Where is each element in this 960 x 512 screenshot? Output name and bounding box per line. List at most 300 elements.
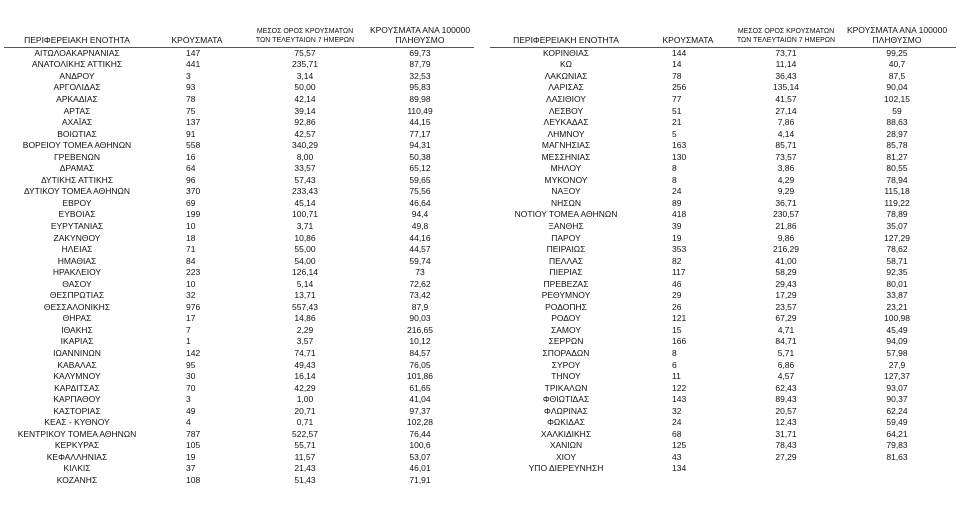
per100k-cell: 78,89 — [886, 209, 908, 220]
table-header-row — [4, 18, 474, 47]
per100k-cell: 44,15 — [409, 117, 431, 128]
table-row — [4, 417, 474, 429]
table-row — [490, 290, 956, 302]
region-cell: ΑΝΔΡΟΥ — [59, 70, 95, 81]
region-cell: ΤΗΝΟΥ — [551, 371, 581, 382]
avg7-cell: 7,86 — [777, 117, 795, 128]
cases-cell: 976 — [186, 301, 201, 312]
table-row — [4, 267, 474, 279]
table-row — [490, 278, 956, 290]
cases-cell: 15 — [672, 324, 682, 335]
region-cell: ΥΠΟ ΔΙΕΡΕΥΝΗΣΗ — [528, 463, 604, 474]
cases-cell: 93 — [186, 82, 196, 93]
avg7-cell: 1,00 — [296, 394, 314, 405]
per100k-cell: 90,04 — [886, 82, 908, 93]
region-cell: ΛΗΜΝΟΥ — [547, 128, 585, 139]
region-cell: ΘΕΣΠΡΩΤΙΑΣ — [49, 290, 105, 301]
avg7-cell: 4,71 — [777, 324, 795, 335]
region-cell: ΗΡΑΚΛΕΙΟΥ — [52, 267, 102, 278]
cases-cell: 8 — [672, 163, 677, 174]
table-row — [490, 313, 956, 325]
table-row — [4, 325, 474, 337]
per100k-cell: 97,37 — [409, 405, 431, 416]
cases-cell: 163 — [672, 140, 687, 151]
table-row — [4, 290, 474, 302]
avg7-cell — [734, 463, 838, 475]
per100k-cell: 28,97 — [886, 128, 908, 139]
region-cell: ΕΥΒΟΙΑΣ — [58, 209, 96, 220]
avg7-cell: 10,86 — [294, 232, 316, 243]
table-row — [4, 475, 474, 487]
cases-cell: 121 — [672, 313, 687, 324]
avg7-cell: 29,43 — [775, 278, 797, 289]
cases-cell: 122 — [672, 382, 687, 393]
table-row — [490, 128, 956, 140]
per100k-cell: 46,01 — [409, 463, 431, 474]
per100k-cell: 64,21 — [886, 428, 908, 439]
region-cell: ΠΕΛΛΑΣ — [548, 255, 584, 266]
avg7-cell: 57,43 — [294, 174, 316, 185]
region-cell: ΔΡΑΜΑΣ — [59, 163, 95, 174]
avg7-cell: 58,29 — [775, 267, 797, 278]
avg7-cell: 33,57 — [294, 163, 316, 174]
region-cell: ΞΑΝΘΗΣ — [548, 220, 584, 231]
avg7-cell: 100,71 — [292, 209, 318, 220]
table-row — [490, 336, 956, 348]
per100k-cell: 94,09 — [886, 336, 908, 347]
region-cell: ΚΑΡΔΙΤΣΑΣ — [54, 382, 100, 393]
per100k-cell: 59,65 — [409, 174, 431, 185]
avg7-cell: 45,14 — [294, 197, 316, 208]
cases-cell: 26 — [672, 301, 682, 312]
avg7-cell: 9,29 — [777, 186, 795, 197]
cases-cell: 49 — [186, 405, 196, 416]
left-cases-table — [4, 18, 474, 486]
table-row — [4, 82, 474, 94]
cases-cell: 21 — [672, 117, 682, 128]
cases-cell: 37 — [186, 463, 196, 474]
region-cell: ΕΒΡΟΥ — [62, 197, 92, 208]
per100k-cell: 115,18 — [884, 186, 910, 197]
table-row — [4, 175, 474, 187]
per100k-cell: 94,4 — [411, 209, 429, 220]
cases-cell: 71 — [186, 244, 196, 255]
cases-cell: 18 — [186, 232, 196, 243]
per100k-cell: 94,31 — [409, 140, 431, 151]
avg7-cell: 4,29 — [777, 174, 795, 185]
per100k-cell: 53,07 — [409, 451, 431, 462]
table-row — [4, 198, 474, 210]
per100k-cell: 72,62 — [409, 278, 431, 289]
per100k-cell: 10,12 — [409, 336, 431, 347]
cases-cell: 95 — [186, 359, 196, 370]
cases-cell: 7 — [186, 324, 191, 335]
region-cell: ΚΟΖΑΝΗΣ — [56, 475, 98, 485]
cases-cell: 6 — [672, 359, 677, 370]
region-cell: ΕΥΡΥΤΑΝΙΑΣ — [50, 220, 104, 231]
region-cell: ΜΕΣΣΗΝΙΑΣ — [541, 151, 591, 162]
header-avg7: ΜΕΣΟΣ ΟΡΟΣ ΚΡΟΥΣΜΑΤΩΝ ΤΩΝ ΤΕΛΕΥΤΑΙΩΝ 7 ΗΜΕΡΩΝ — [734, 18, 838, 47]
region-cell: ΡΟΔΟΠΗΣ — [545, 301, 587, 312]
table-row — [490, 221, 956, 233]
cases-cell: 353 — [672, 244, 687, 255]
per100k-cell: 100,98 — [884, 313, 910, 324]
per100k-cell: 85,78 — [886, 140, 908, 151]
avg7-cell: 23,57 — [775, 301, 797, 312]
avg7-cell: 21,43 — [294, 463, 316, 474]
table-row — [4, 302, 474, 314]
region-cell: ΧΑΛΚΙΔΙΚΗΣ — [540, 428, 592, 439]
avg7-cell: 55,00 — [294, 244, 316, 255]
per100k-cell: 80,55 — [886, 163, 908, 174]
cases-cell: 39 — [672, 220, 682, 231]
cases-cell: 17 — [186, 313, 196, 324]
per100k-cell: 95,83 — [409, 82, 431, 93]
table-row — [490, 59, 956, 71]
region-cell: ΑΡΚΑΔΙΑΣ — [56, 93, 98, 104]
per100k-cell: 61,65 — [409, 382, 431, 393]
cases-cell: 96 — [186, 174, 196, 185]
region-cell: ΦΘΙΩΤΙΔΑΣ — [542, 394, 590, 405]
avg7-cell: 39,14 — [294, 105, 316, 116]
avg7-cell: 36,43 — [775, 70, 797, 81]
per100k-cell: 76,44 — [409, 428, 431, 439]
per100k-cell: 93,07 — [886, 382, 908, 393]
avg7-cell: 230,57 — [773, 209, 799, 220]
table-row — [490, 105, 956, 117]
avg7-cell: 13,71 — [294, 290, 316, 301]
per100k-cell: 79,83 — [886, 440, 908, 451]
region-cell: ΠΙΕΡΙΑΣ — [549, 267, 583, 278]
table-row — [4, 140, 474, 152]
avg7-cell: 3,14 — [296, 70, 314, 81]
avg7-cell: 73,57 — [775, 151, 797, 162]
cases-cell: 199 — [186, 209, 201, 220]
region-cell: ΧΙΟΥ — [555, 451, 577, 462]
table-row — [4, 105, 474, 117]
table-row — [4, 47, 474, 59]
region-cell: ΣΕΡΡΩΝ — [548, 336, 584, 347]
region-cell: ΚΕΦΑΛΛΗΝΙΑΣ — [46, 451, 108, 462]
region-cell: ΛΕΣΒΟΥ — [548, 105, 584, 116]
table-row — [490, 325, 956, 337]
cases-cell: 8 — [672, 347, 677, 358]
cases-cell: 51 — [672, 105, 682, 116]
table-row — [490, 371, 956, 383]
cases-cell: 24 — [672, 417, 682, 428]
table-row — [490, 429, 956, 441]
cases-cell: 137 — [186, 117, 201, 128]
per100k-cell: 127,29 — [884, 232, 910, 243]
avg7-cell: 11,57 — [294, 451, 316, 462]
cases-cell: 134 — [672, 463, 687, 474]
per100k-cell: 89,98 — [409, 93, 431, 104]
avg7-cell: 20,71 — [294, 405, 316, 416]
table-row — [4, 348, 474, 360]
table-row — [490, 71, 956, 83]
cases-cell: 8 — [672, 174, 677, 185]
cases-cell: 117 — [672, 267, 686, 278]
region-cell: ΚΕΑΣ - ΚΥΘΝΟΥ — [44, 417, 110, 428]
cases-cell: 256 — [672, 82, 687, 93]
region-cell: ΣΑΜΟΥ — [550, 324, 581, 335]
table-header-row — [490, 18, 956, 47]
per100k-cell: 216,65 — [407, 324, 433, 335]
cases-cell: 787 — [186, 428, 201, 439]
per100k-cell: 58,71 — [886, 255, 908, 266]
avg7-cell: 78,43 — [775, 440, 797, 451]
table-row — [490, 47, 956, 59]
cases-cell: 82 — [672, 255, 682, 266]
avg7-cell: 4,14 — [777, 128, 795, 139]
region-cell: ΦΛΩΡΙΝΑΣ — [544, 405, 588, 416]
region-cell: ΠΡΕΒΕΖΑΣ — [543, 278, 589, 289]
cases-cell: 441 — [186, 59, 201, 70]
region-cell: ΒΟΡΕΙΟΥ ΤΟΜΕΑ ΑΘΗΝΩΝ — [22, 140, 132, 151]
avg7-cell: 12,43 — [775, 417, 797, 428]
table-row — [4, 232, 474, 244]
cases-cell: 108 — [186, 475, 201, 485]
per100k-cell: 127,37 — [884, 371, 910, 382]
avg7-cell: 27,14 — [775, 105, 797, 116]
per100k-cell: 46,64 — [409, 197, 431, 208]
avg7-cell: 75,57 — [294, 47, 316, 58]
table-row — [490, 452, 956, 464]
avg7-cell: 21,86 — [775, 220, 797, 231]
per100k-cell: 87,5 — [888, 70, 906, 81]
avg7-cell: 16,14 — [294, 371, 316, 382]
cases-cell: 68 — [672, 428, 682, 439]
avg7-cell: 340,29 — [292, 140, 318, 151]
per100k-cell: 88,63 — [886, 117, 908, 128]
per100k-cell: 40,7 — [888, 59, 906, 70]
table-row — [490, 209, 956, 221]
region-cell: ΡΟΔΟΥ — [551, 313, 581, 324]
per100k-cell: 23,21 — [886, 301, 908, 312]
table-row — [4, 221, 474, 233]
region-cell: ΚΑΒΑΛΑΣ — [57, 359, 97, 370]
cases-cell: 14 — [672, 59, 682, 70]
avg7-cell: 49,43 — [294, 359, 316, 370]
header-region: ΠΕΡΙΦΕΡΕΙΑΚΗ ΕΝΟΤΗΤΑ — [4, 18, 150, 47]
avg7-cell: 42,29 — [294, 382, 316, 393]
table-row — [4, 163, 474, 175]
avg7-cell: 14,86 — [294, 313, 316, 324]
table-row — [490, 151, 956, 163]
per100k-cell: 59 — [892, 105, 902, 116]
per100k-cell: 32,53 — [409, 70, 431, 81]
region-cell: ΤΡΙΚΑΛΩΝ — [544, 382, 588, 393]
avg7-cell: 74,71 — [294, 347, 316, 358]
cases-cell: 32 — [672, 405, 682, 416]
table-row — [4, 463, 474, 475]
avg7-cell: 62,43 — [775, 382, 797, 393]
table-row — [490, 359, 956, 371]
cases-cell: 4 — [186, 417, 191, 428]
table-row — [4, 440, 474, 452]
avg7-cell: 20,57 — [775, 405, 797, 416]
avg7-cell: 235,71 — [292, 59, 318, 70]
per100k-cell: 44,16 — [409, 232, 431, 243]
per100k-cell: 78,94 — [886, 174, 908, 185]
per100k-cell: 71,91 — [409, 475, 431, 485]
avg7-cell: 42,57 — [294, 128, 316, 139]
region-cell: ΜΥΚΟΝΟΥ — [544, 174, 588, 185]
cases-cell: 130 — [672, 151, 687, 162]
per100k-cell: 33,87 — [886, 290, 908, 301]
per100k-cell: 75,56 — [409, 186, 431, 197]
avg7-cell: 5,71 — [777, 347, 795, 358]
cases-cell: 10 — [186, 278, 196, 289]
region-cell: ΣΥΡΟΥ — [551, 359, 581, 370]
per100k-cell: 102,28 — [407, 417, 433, 428]
table-row — [4, 151, 474, 163]
region-cell: ΗΜΑΘΙΑΣ — [57, 255, 97, 266]
region-cell: ΑΝΑΤΟΛΙΚΗΣ ΑΤΤΙΚΗΣ — [31, 59, 123, 70]
per100k-cell: 69,73 — [409, 47, 431, 58]
cases-cell: 24 — [672, 186, 682, 197]
cases-cell: 5 — [672, 128, 677, 139]
per100k-cell: 73,42 — [409, 290, 431, 301]
avg7-cell: 41,00 — [775, 255, 797, 266]
per100k-cell: 81,63 — [886, 451, 908, 462]
region-cell: ΝΗΣΩΝ — [550, 197, 582, 208]
avg7-cell: 126,14 — [292, 267, 318, 278]
cases-cell: 125 — [672, 440, 687, 451]
per100k-cell: 102,15 — [884, 93, 910, 104]
region-cell: ΚΑΣΤΟΡΙΑΣ — [53, 405, 101, 416]
avg7-cell: 67,29 — [775, 313, 797, 324]
avg7-cell: 41,57 — [775, 93, 797, 104]
per100k-cell: 45,49 — [886, 324, 908, 335]
region-cell: ΓΡΕΒΕΝΩΝ — [54, 151, 100, 162]
cases-cell: 142 — [186, 347, 201, 358]
table-row — [490, 82, 956, 94]
cases-cell: 418 — [672, 209, 687, 220]
per100k-cell: 73 — [415, 267, 425, 278]
cases-cell: 78 — [186, 93, 196, 104]
per100k-cell: 87,79 — [409, 59, 431, 70]
avg7-cell: 42,14 — [294, 93, 316, 104]
cases-cell: 10 — [186, 220, 196, 231]
header-per100k: ΚΡΟΥΣΜΑΤΑ ΑΝΑ 100000 ΠΛΗΘΥΣΜΟ — [366, 18, 474, 47]
region-cell: ΑΙΤΩΛΟΑΚΑΡΝΑΝΙΑΣ — [34, 47, 120, 58]
table-row — [490, 140, 956, 152]
region-cell: ΘΕΣΣΑΛΟΝΙΚΗΣ — [43, 301, 111, 312]
cases-cell: 143 — [672, 394, 687, 405]
region-cell: ΚΑΛΥΜΝΟΥ — [53, 371, 101, 382]
table-row — [4, 209, 474, 221]
avg7-cell: 4,57 — [777, 371, 795, 382]
region-cell: ΑΡΓΟΛΙΔΑΣ — [53, 82, 101, 93]
cases-cell: 89 — [672, 197, 682, 208]
cases-cell: 29 — [672, 290, 682, 301]
avg7-cell: 73,71 — [775, 47, 797, 58]
avg7-cell: 92,86 — [294, 117, 316, 128]
per100k-cell: 87,9 — [411, 301, 429, 312]
region-cell: ΠΕΙΡΑΙΩΣ — [546, 244, 586, 255]
table-row — [490, 405, 956, 417]
table-row — [4, 186, 474, 198]
cases-cell: 32 — [186, 290, 196, 301]
region-cell: ΠΑΡΟΥ — [551, 232, 581, 243]
per100k-cell: 44,57 — [409, 244, 431, 255]
per100k-cell: 80,01 — [886, 278, 908, 289]
per100k-cell: 90,03 — [409, 313, 431, 324]
region-cell: ΚΙΛΚΙΣ — [63, 463, 91, 474]
table-row — [490, 394, 956, 406]
table-row — [4, 128, 474, 140]
avg7-cell: 51,43 — [294, 475, 316, 485]
avg7-cell: 522,57 — [292, 428, 318, 439]
table-row — [490, 417, 956, 429]
table-row — [4, 117, 474, 129]
cases-cell: 11 — [672, 371, 681, 382]
per100k-cell: 81,27 — [886, 151, 908, 162]
cases-cell: 370 — [186, 186, 201, 197]
avg7-cell: 36,71 — [775, 197, 797, 208]
region-cell: ΛΑΡΙΣΑΣ — [548, 82, 584, 93]
per100k-cell: 49,8 — [411, 220, 429, 231]
region-cell: ΛΑΚΩΝΙΑΣ — [544, 70, 588, 81]
region-cell: ΒΟΙΩΤΙΑΣ — [57, 128, 97, 139]
per100k-cell: 62,24 — [886, 405, 908, 416]
cases-cell: 75 — [186, 105, 196, 116]
region-cell: ΑΡΤΑΣ — [63, 105, 91, 116]
avg7-cell: 54,00 — [294, 255, 316, 266]
region-cell: ΙΘΑΚΗΣ — [61, 324, 93, 335]
cases-cell: 70 — [186, 382, 196, 393]
per100k-cell: 110,49 — [407, 105, 433, 116]
table-row — [490, 94, 956, 106]
header-avg7: ΜΕΣΟΣ ΟΡΟΣ ΚΡΟΥΣΜΑΤΩΝ ΤΩΝ ΤΕΛΕΥΤΑΙΩΝ 7 ΗΜΕΡΩΝ — [244, 18, 366, 47]
per100k-cell: 101,86 — [407, 371, 433, 382]
avg7-cell: 85,71 — [775, 140, 797, 151]
region-cell: ΚΑΡΠΑΘΟΥ — [53, 394, 101, 405]
right-cases-table — [490, 18, 956, 475]
cases-cell: 166 — [672, 336, 687, 347]
avg7-cell: 233,43 — [292, 186, 318, 197]
per100k-cell — [838, 463, 956, 475]
table-row — [490, 198, 956, 210]
avg7-cell: 31,71 — [775, 428, 797, 439]
table-row — [4, 405, 474, 417]
region-cell: ΙΩΑΝΝΙΝΩΝ — [53, 347, 101, 358]
cases-cell: 16 — [186, 151, 196, 162]
avg7-cell: 27,29 — [775, 451, 797, 462]
cases-cell: 3 — [186, 70, 191, 81]
cases-cell: 46 — [672, 278, 682, 289]
region-cell: ΔΥΤΙΚΟΥ ΤΟΜΕΑ ΑΘΗΝΩΝ — [23, 186, 131, 197]
table-row — [490, 267, 956, 279]
table-row — [490, 186, 956, 198]
cases-cell: 105 — [186, 440, 201, 451]
per100k-cell: 59,49 — [886, 417, 908, 428]
table-row — [4, 359, 474, 371]
left-table-body — [4, 47, 474, 486]
region-cell: ΡΕΘΥΜΝΟΥ — [541, 290, 591, 301]
per100k-cell: 100,6 — [409, 440, 431, 451]
region-cell: ΧΑΝΙΩΝ — [549, 440, 583, 451]
table-row — [4, 313, 474, 325]
table-row — [490, 302, 956, 314]
avg7-cell: 17,29 — [775, 290, 797, 301]
avg7-cell: 557,43 — [292, 301, 318, 312]
region-cell: ΛΕΥΚΑΔΑΣ — [543, 117, 589, 128]
header-cases: ΚΡΟΥΣΜΑΤΑ — [642, 18, 734, 47]
table-row — [4, 394, 474, 406]
table-row — [490, 163, 956, 175]
